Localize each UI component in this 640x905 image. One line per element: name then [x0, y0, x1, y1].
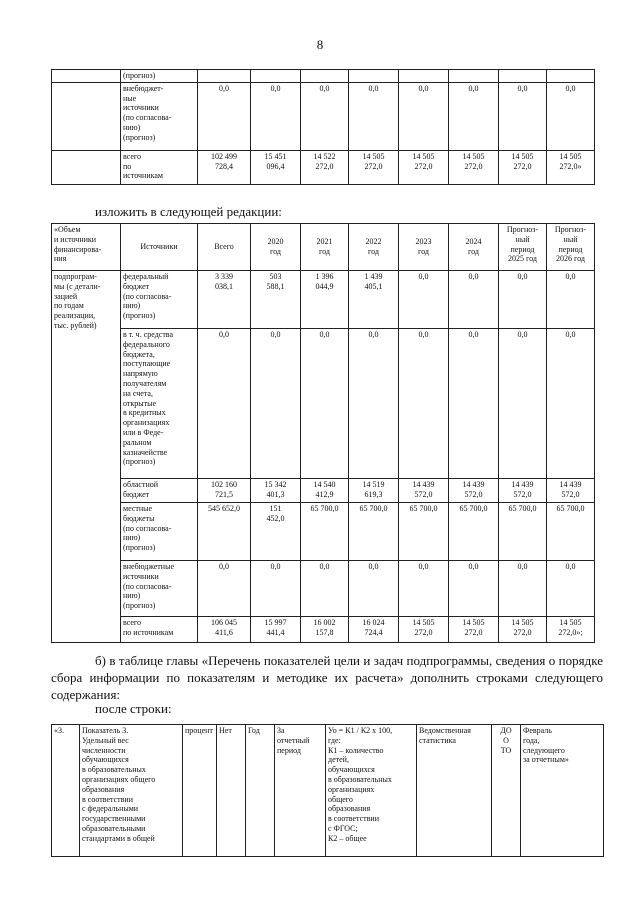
table-row: [52, 479, 595, 503]
value-cell: 0,0: [547, 271, 595, 329]
table-row: [52, 70, 595, 83]
value-cell: [449, 70, 499, 83]
indicator-cell: Год: [246, 725, 275, 857]
header-cell: Всего: [198, 224, 251, 271]
value-cell: 0,0: [499, 271, 547, 329]
value-cell: 0,0: [547, 329, 595, 479]
value-cell: 102 499 728,4: [198, 150, 251, 184]
header-cell: 2020 год: [251, 224, 301, 271]
value-cell: [399, 70, 449, 83]
indicator-cell: ДО О ТО: [492, 725, 521, 857]
value-cell: 0,0: [449, 271, 499, 329]
indicator-cell: Показатель 3. Удельный вес численности обучающихся в образовательных организациях общего образования в соответствии с федеральными государственными образовательными стандартами в общей: [80, 725, 183, 857]
indicator-cell: Уо = К1 / К2 x 100, где: К1 – количество детей, обучающихся в образовательных организациях общего образования в соответствии с ФГОС; К2 – общее: [326, 725, 417, 857]
value-cell: 0,0: [399, 271, 449, 329]
row-label: (прогноз): [121, 70, 198, 83]
table-row: [52, 617, 595, 643]
row-label: внебюджет- ные источники (по согласова- нию) (прогноз): [121, 82, 198, 150]
value-cell: 0,0: [301, 82, 349, 150]
value-cell: 65 700,0: [399, 503, 449, 561]
value-cell: 0,0: [399, 82, 449, 150]
indicator-cell: За отчетный период: [275, 725, 326, 857]
indicator-table: [51, 724, 604, 857]
after-line-text: после строки:: [95, 701, 172, 716]
value-cell: 0,0: [349, 329, 399, 479]
side-label: подпрограм- мы (с детали- зацией по годам реализации, тыс. рублей): [52, 271, 121, 643]
row-label: федеральный бюджет (по согласова- нию) (прогноз): [121, 271, 198, 329]
table-cell: [52, 150, 121, 184]
indicator-cell: Ведомственная статистика: [417, 725, 492, 857]
header-cell: Прогноз- ный период 2026 год: [547, 224, 595, 271]
value-cell: 106 045 411,6: [198, 617, 251, 643]
header-cell: Прогноз- ный период 2025 год: [499, 224, 547, 271]
table-row: [52, 82, 595, 150]
table-cell: [52, 82, 121, 150]
value-cell: 0,0: [449, 82, 499, 150]
funding-table-previous: [51, 69, 595, 185]
row-label: внебюджетные источники (по согласова- нию) (прогноз): [121, 561, 198, 617]
header-cell: 2022 год: [349, 224, 399, 271]
value-cell: [251, 70, 301, 83]
value-cell: 0,0: [399, 329, 449, 479]
table-row: [52, 725, 604, 857]
value-cell: 65 700,0: [301, 503, 349, 561]
value-cell: 0,0: [198, 82, 251, 150]
value-cell: 0,0: [251, 561, 301, 617]
value-cell: 0,0: [547, 82, 595, 150]
value-cell: 0,0: [349, 82, 399, 150]
value-cell: 65 700,0: [449, 503, 499, 561]
value-cell: [547, 70, 595, 83]
value-cell: 16 002 157,8: [301, 617, 349, 643]
table-row: [52, 150, 595, 184]
value-cell: 14 505 272,0: [399, 617, 449, 643]
value-cell: 65 700,0: [349, 503, 399, 561]
indicator-cell: процент: [183, 725, 217, 857]
value-cell: 14 505 272,0: [499, 617, 547, 643]
value-cell: 14 439 572,0: [449, 479, 499, 503]
header-cell: 2023 год: [399, 224, 449, 271]
value-cell: 0,0: [499, 82, 547, 150]
value-cell: 0,0: [301, 561, 349, 617]
value-cell: 15 451 096,4: [251, 150, 301, 184]
row-label: в т. ч. средства федерального бюджета, поступающие напрямую получателям на счета, открытые в кредитных организациях или в Феде- ральном казначействе (прогноз): [121, 329, 198, 479]
value-cell: 14 540 412,9: [301, 479, 349, 503]
value-cell: 16 024 724,4: [349, 617, 399, 643]
value-cell: 14 505 272,0»: [547, 150, 595, 184]
value-cell: [198, 70, 251, 83]
value-cell: 14 439 572,0: [399, 479, 449, 503]
value-cell: 0,0: [349, 561, 399, 617]
value-cell: 14 439 572,0: [547, 479, 595, 503]
table-row: [52, 271, 595, 329]
value-cell: 0,0: [399, 561, 449, 617]
value-cell: 65 700,0: [499, 503, 547, 561]
table-row: [52, 561, 595, 617]
value-cell: 0,0: [547, 561, 595, 617]
page-number: 8: [316, 37, 324, 52]
value-cell: 0,0: [499, 329, 547, 479]
indicator-cell: Нет: [217, 725, 246, 857]
value-cell: 151 452,0: [251, 503, 301, 561]
value-cell: 0,0: [251, 82, 301, 150]
value-cell: 14 505 272,0: [399, 150, 449, 184]
value-cell: 0,0: [198, 561, 251, 617]
value-cell: 15 342 401,3: [251, 479, 301, 503]
value-cell: [301, 70, 349, 83]
value-cell: 14 522 272,0: [301, 150, 349, 184]
value-cell: 15 997 441,4: [251, 617, 301, 643]
value-cell: 14 505 272,0: [449, 617, 499, 643]
value-cell: 0,0: [301, 329, 349, 479]
header-cell: 2021 год: [301, 224, 349, 271]
value-cell: 0,0: [499, 561, 547, 617]
value-cell: 0,0: [198, 329, 251, 479]
header-cell: 2024 год: [449, 224, 499, 271]
row-label: местные бюджеты (по согласова- нию) (прогноз): [121, 503, 198, 561]
row-label: всего по источникам: [121, 150, 198, 184]
indicator-cell: «3.: [52, 725, 80, 857]
value-cell: 14 505 272,0»;: [547, 617, 595, 643]
table-header-row: [52, 224, 595, 271]
intro-text: изложить в следующей редакции:: [95, 204, 282, 219]
funding-table-new: [51, 223, 595, 643]
value-cell: 14 439 572,0: [499, 479, 547, 503]
value-cell: 14 505 272,0: [449, 150, 499, 184]
value-cell: 0,0: [449, 561, 499, 617]
value-cell: 1 396 044,9: [301, 271, 349, 329]
value-cell: [499, 70, 547, 83]
value-cell: 1 439 405,1: [349, 271, 399, 329]
table-row: [52, 329, 595, 479]
indicator-cell: Февраль года, следующего за отчетным»: [521, 725, 604, 857]
value-cell: [349, 70, 399, 83]
paragraph-b: б) в таблице главы «Перечень показателей цели и задач подпрограммы, сведения о порядке сбора информации по показателям и методике их расчета» дополнить строками следующего содержания:: [51, 653, 603, 702]
row-label: областной бюджет: [121, 479, 198, 503]
value-cell: 503 588,1: [251, 271, 301, 329]
value-cell: 65 700,0: [547, 503, 595, 561]
value-cell: 0,0: [449, 329, 499, 479]
value-cell: 14 505 272,0: [349, 150, 399, 184]
value-cell: 14 519 619,3: [349, 479, 399, 503]
value-cell: 3 339 038,1: [198, 271, 251, 329]
value-cell: 545 652,0: [198, 503, 251, 561]
table-row: [52, 503, 595, 561]
value-cell: 14 505 272,0: [499, 150, 547, 184]
value-cell: 0,0: [251, 329, 301, 479]
table-cell: [52, 70, 121, 83]
header-cell: Источники: [121, 224, 198, 271]
header-cell: «Объем и источники финансирова- ния: [52, 224, 121, 271]
row-label: всего по источникам: [121, 617, 198, 643]
value-cell: 102 160 721,5: [198, 479, 251, 503]
